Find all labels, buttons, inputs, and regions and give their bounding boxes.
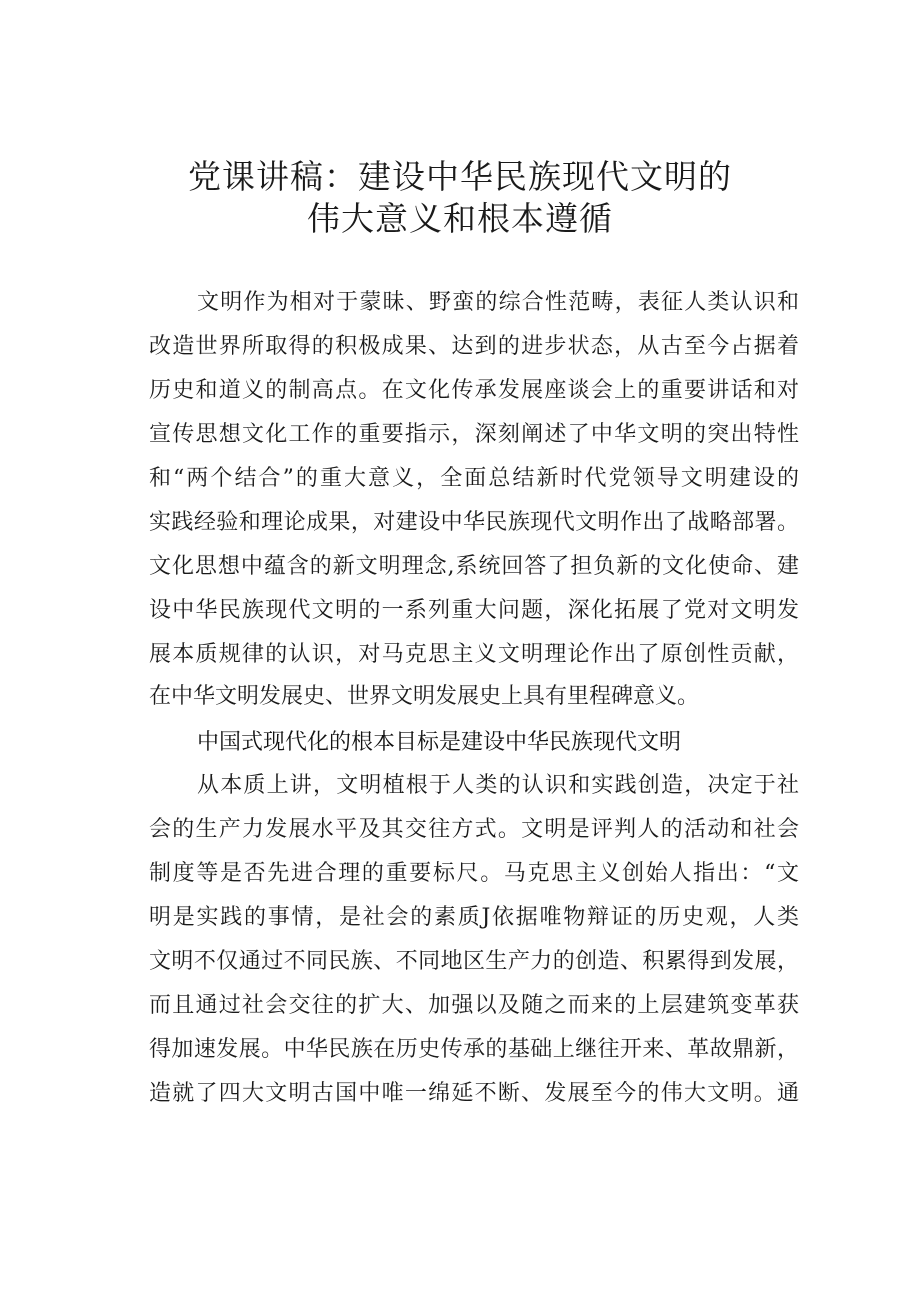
paragraph-1-line: 文化思想中蕴含的新文明理念,系统回答了担负新的文化使命、建	[149, 554, 799, 579]
document-title-line-2: 伟大意义和根本遵循	[307, 199, 613, 238]
paragraph-1-line: 宣传思想文化工作的重要指示，深刻阐述了中华文明的突出特性	[149, 422, 799, 447]
paragraph-1-line: 历史和道义的制高点。在文化传承发展座谈会上的重要讲话和对	[149, 378, 799, 403]
paragraph-2-line: 得加速发展。中华民族在历史传承的基础上继往开来、革故鼎新，	[149, 1037, 799, 1062]
paragraph-1-line: 在中华文明发展史、世界文明发展史上具有里程碑意义。	[149, 684, 700, 709]
paragraph-1-line: 改造世界所取得的积极成果、达到的进步状态，从古至今占据着	[149, 334, 799, 359]
paragraph-2-line: 造就了四大文明古国中唯一绵延不断、发展至今的伟大文明。通	[149, 1081, 799, 1106]
paragraph-1-line: 实践经验和理论成果，对建设中华民族现代文明作出了战略部署。	[149, 510, 799, 535]
paragraph-2-line: 制度等是否先进合理的重要标尺。马克思主义创始人指出：“文	[149, 861, 799, 886]
paragraph-2-line: 会的生产力发展水平及其交往方式。文明是评判人的活动和社会	[149, 817, 799, 842]
paragraph-1-line: 设中华民族现代文明的一系列重大问题，深化拓展了党对文明发	[149, 598, 799, 623]
paragraph-2-line: 从本质上讲，文明植根于人类的认识和实践创造，决定于社	[197, 773, 799, 798]
paragraph-1-line: 文明作为相对于蒙昧、野蛮的综合性范畴，表征人类认识和	[197, 290, 799, 315]
document-title-line-1: 党课讲稿：建设中华民族现代文明的	[188, 157, 732, 196]
paragraph-2-line: 而且通过社会交往的扩大、加强以及随之而来的上层建筑变革获	[149, 993, 799, 1018]
paragraph-1-line: 展本质规律的认识，对马克思主义文明理论作出了原创性贡献，	[149, 642, 799, 667]
paragraph-1-line: 和“两个结合”的重大意义，全面总结新时代党领导文明建设的	[149, 466, 799, 491]
paragraph-2-line: 明是实践的事情，是社会的素质J依据唯物辩证的历史观，人类	[149, 905, 799, 930]
section-heading: 中国式现代化的根本目标是建设中华民族现代文明	[197, 730, 682, 755]
paragraph-2-line: 文明不仅通过不同民族、不同地区生产力的创造、积累得到发展，	[149, 949, 799, 974]
